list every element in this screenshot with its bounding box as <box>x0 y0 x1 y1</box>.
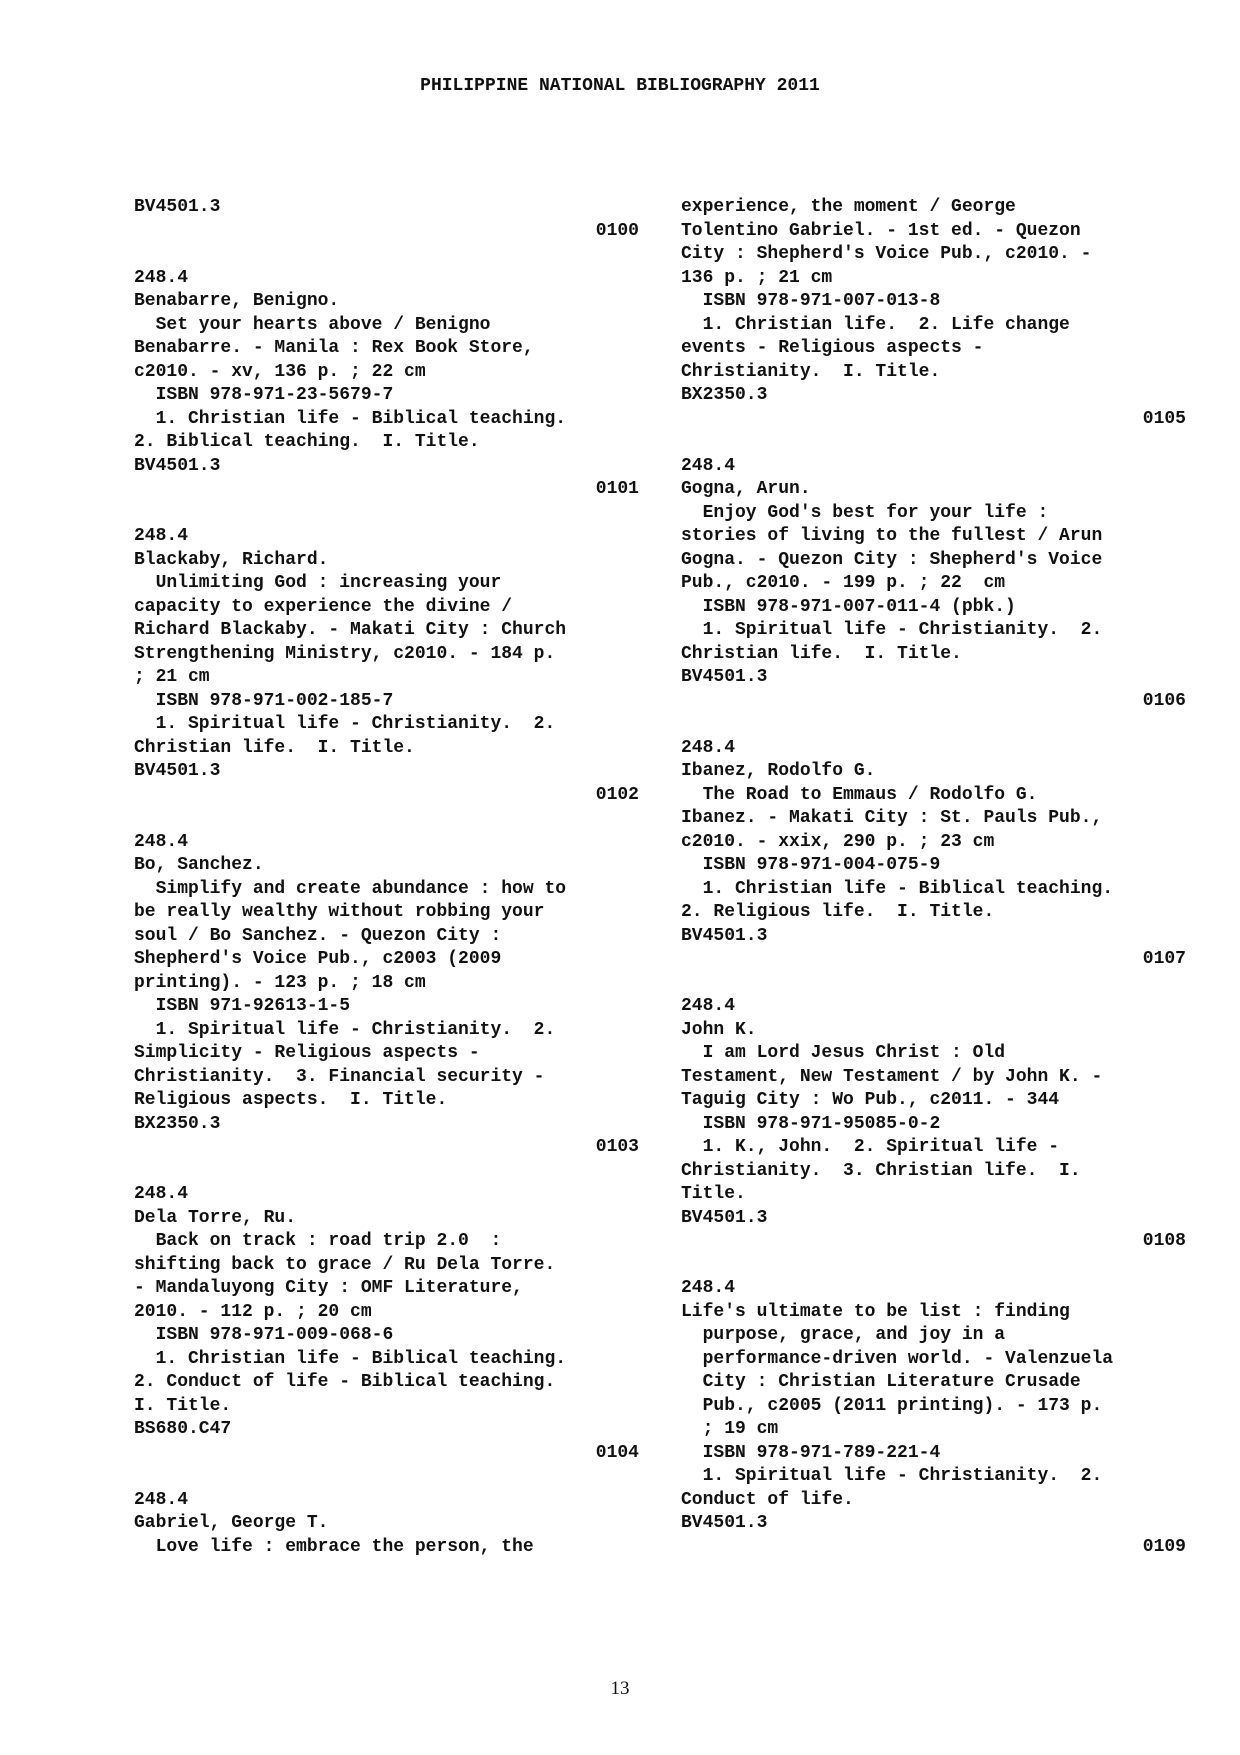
entry-number: 0109 <box>1142 1536 1186 1557</box>
bibliography-line: Enjoy God's best for your life : <box>681 502 1049 523</box>
entry-number: 0100 <box>595 220 639 241</box>
bibliography-line: 1. Spiritual life - Christianity. 2. <box>681 620 1103 640</box>
entry-number: 0108 <box>1142 1231 1186 1251</box>
bibliography-line: Life's ultimate to be list : finding <box>681 1301 1070 1322</box>
bibliography-line: Christianity. 3. Financial security - <box>134 1066 545 1087</box>
bibliography-line: Ibanez, Rodolfo G. <box>681 761 876 781</box>
bibliography-line: Blackaby, Richard. <box>134 549 329 570</box>
bibliography-line: Ibanez. - Makati City : St. Pauls Pub., <box>681 808 1103 828</box>
bibliography-line: 1. Christian life - Biblical teaching. <box>134 1348 567 1369</box>
bibliography-line: ISBN 978-971-002-185-7 <box>134 690 394 711</box>
bibliography-line: c2010. - xv, 136 p. ; 22 cm <box>134 361 426 382</box>
bibliography-line: shifting back to grace / Ru Dela Torre. <box>134 1254 556 1275</box>
entry-number: 0103 <box>595 1137 639 1157</box>
bibliography-line: Simplify and create abundance : how to <box>134 878 567 899</box>
bibliography-line: 2. Religious life. I. Title. <box>681 902 995 922</box>
bibliography-line: stories of living to the fullest / Arun <box>681 526 1103 546</box>
bibliography-line: BX2350.3 <box>134 1113 221 1134</box>
bibliography-line: c2010. - xxix, 290 p. ; 23 cm <box>681 831 995 852</box>
entry-number: 0104 <box>595 1442 639 1463</box>
bibliography-line: ISBN 978-971-004-075-9 <box>681 855 941 875</box>
page-header: PHILIPPINE NATIONAL BIBLIOGRAPHY 2011 <box>420 76 820 96</box>
bibliography-line: Conduct of life. <box>681 1489 854 1510</box>
blank-line <box>134 243 639 267</box>
bibliography-line: City : Shepherd's Voice Pub., c2010. - <box>681 244 1092 264</box>
entry-number: 0105 <box>1142 408 1186 429</box>
blank-line <box>134 502 639 526</box>
bibliography-line: Religious aspects. I. Title. <box>134 1090 448 1110</box>
bibliography-line: ISBN 978-971-007-011-4 (pbk.) <box>681 596 1016 617</box>
bibliography-line: BV4501.3 <box>134 761 221 781</box>
bibliography-line: - Mandaluyong City : OMF Literature, <box>134 1278 523 1298</box>
bibliography-line: ISBN 978-971-789-221-4 <box>681 1442 941 1463</box>
bibliography-line: BV4501.3 <box>681 1207 768 1228</box>
bibliography-line: events - Religious aspects - <box>681 338 984 358</box>
bibliography-line: be really wealthy without robbing your <box>134 902 545 922</box>
bibliography-line: BV4501.3 <box>681 667 768 687</box>
bibliography-line: Gogna. - Quezon City : Shepherd's Voice <box>681 549 1103 570</box>
bibliography-line: Title. <box>681 1184 746 1204</box>
bibliography-line: Gabriel, George T. <box>134 1513 329 1533</box>
right-column <box>681 196 1186 1559</box>
bibliography-line: ISBN 978-971-007-013-8 <box>681 291 941 311</box>
blank-line <box>681 713 1186 737</box>
bibliography-line: performance-driven world. - Valenzuela <box>681 1348 1114 1369</box>
bibliography-line: BS680.C47 <box>134 1419 232 1439</box>
bibliography-line: BV4501.3 <box>681 925 768 946</box>
bibliography-line: Tolentino Gabriel. - 1st ed. - Quezon <box>681 220 1081 241</box>
bibliography-line: John K. <box>681 1019 757 1040</box>
bibliography-line: Simplicity - Religious aspects - <box>134 1043 480 1063</box>
bibliography-line: Love life : embrace the person, the <box>134 1536 534 1557</box>
entry-number: 0102 <box>595 784 639 805</box>
bibliography-line: 248.4 <box>681 1278 736 1298</box>
bibliography-line: Benabarre, Benigno. <box>134 291 340 311</box>
bibliography-line: 1. Christian life - Biblical teaching. <box>134 408 567 429</box>
bibliography-line: 1. Spiritual life - Christianity. 2. <box>681 1466 1103 1486</box>
bibliography-line: 248.4 <box>681 455 736 476</box>
bibliography-line: Christianity. I. Title. <box>681 361 941 382</box>
bibliography-line: ISBN 978-971-95085-0-2 <box>681 1113 941 1134</box>
bibliography-line: 248.4 <box>134 831 189 852</box>
bibliography-line: Christianity. 3. Christian life. I. <box>681 1160 1081 1181</box>
bibliography-line: I am Lord Jesus Christ : Old <box>681 1043 1006 1063</box>
bibliography-line: BV4501.3 <box>134 197 221 217</box>
bibliography-line: 248.4 <box>134 1489 189 1510</box>
bibliography-line: BX2350.3 <box>681 385 768 405</box>
bibliography-line: Pub., c2005 (2011 printing). - 173 p. <box>681 1395 1103 1416</box>
bibliography-line: experience, the moment / George <box>681 197 1016 217</box>
entry-number: 0107 <box>1142 949 1186 969</box>
bibliography-line: Strengthening Ministry, c2010. - 184 p. <box>134 643 556 664</box>
blank-line <box>134 1465 639 1489</box>
bibliography-line: 2. Biblical teaching. I. Title. <box>134 432 480 452</box>
bibliography-line: City : Christian Literature Crusade <box>681 1372 1081 1392</box>
bibliography-line: 2. Conduct of life - Biblical teaching. <box>134 1372 556 1392</box>
page-number: 13 <box>610 1678 630 1699</box>
bibliography-line: ; 21 cm <box>134 667 210 687</box>
blank-line <box>681 972 1186 996</box>
bibliography-line: ISBN 971-92613-1-5 <box>134 996 351 1016</box>
bibliography-line: capacity to experience the divine / <box>134 596 513 617</box>
blank-line <box>681 1254 1186 1278</box>
bibliography-line: 1. Spiritual life - Christianity. 2. <box>134 1019 556 1040</box>
bibliography-line: Richard Blackaby. - Makati City : Church <box>134 620 567 640</box>
bibliography-line: Back on track : road trip 2.0 : <box>134 1231 502 1251</box>
blank-line <box>681 431 1186 455</box>
bibliography-line: Christian life. I. Title. <box>681 643 962 664</box>
bibliography-line: Dela Torre, Ru. <box>134 1207 297 1228</box>
entry-number: 0101 <box>595 479 639 499</box>
bibliography-line: ISBN 978-971-009-068-6 <box>134 1325 394 1345</box>
entry-number: 0106 <box>1142 690 1186 711</box>
bibliography-line: Set your hearts above / Benigno <box>134 314 491 335</box>
bibliography-line: Testament, New Testament / by John K. - <box>681 1066 1103 1087</box>
bibliography-line: 136 p. ; 21 cm <box>681 267 833 288</box>
bibliography-line: The Road to Emmaus / Rodolfo G. <box>681 784 1038 805</box>
bibliography-line: BV4501.3 <box>134 455 221 476</box>
left-column <box>134 196 639 1559</box>
bibliography-line: Taguig City : Wo Pub., c2011. - 344 <box>681 1090 1060 1110</box>
bibliography-line: 2010. - 112 p. ; 20 cm <box>134 1301 372 1322</box>
bibliography-line: I. Title. <box>134 1395 232 1416</box>
bibliography-line: Unlimiting God : increasing your <box>134 573 502 593</box>
bibliography-line: Shepherd's Voice Pub., c2003 (2009 <box>134 949 502 969</box>
bibliography-line: 248.4 <box>134 526 189 546</box>
bibliography-line: soul / Bo Sanchez. - Quezon City : <box>134 925 502 946</box>
blank-line <box>134 1160 639 1184</box>
bibliography-line: 248.4 <box>681 996 736 1016</box>
bibliography-line: Benabarre. - Manila : Rex Book Store, <box>134 338 534 358</box>
bibliography-line: Gogna, Arun. <box>681 479 811 499</box>
bibliography-line: BV4501.3 <box>681 1513 768 1533</box>
bibliography-line: 1. Spiritual life - Christianity. 2. <box>134 714 556 734</box>
bibliography-line: ; 19 cm <box>681 1419 779 1439</box>
bibliography-line: printing). - 123 p. ; 18 cm <box>134 972 426 993</box>
blank-line <box>134 807 639 831</box>
bibliography-line: 1. K., John. 2. Spiritual life - <box>681 1137 1060 1157</box>
bibliography-line: Christian life. I. Title. <box>134 737 415 758</box>
bibliography-line: 248.4 <box>681 737 736 758</box>
bibliography-line: 248.4 <box>134 1184 189 1204</box>
bibliography-line: purpose, grace, and joy in a <box>681 1325 1006 1345</box>
bibliography-line: 1. Christian life - Biblical teaching. <box>681 878 1114 899</box>
bibliography-line: 1. Christian life. 2. Life change <box>681 314 1070 335</box>
bibliography-line: 248.4 <box>134 267 189 288</box>
bibliography-line: Bo, Sanchez. <box>134 855 264 875</box>
bibliography-line: ISBN 978-971-23-5679-7 <box>134 385 394 405</box>
bibliography-line: Pub., c2010. - 199 p. ; 22 cm <box>681 573 1006 593</box>
